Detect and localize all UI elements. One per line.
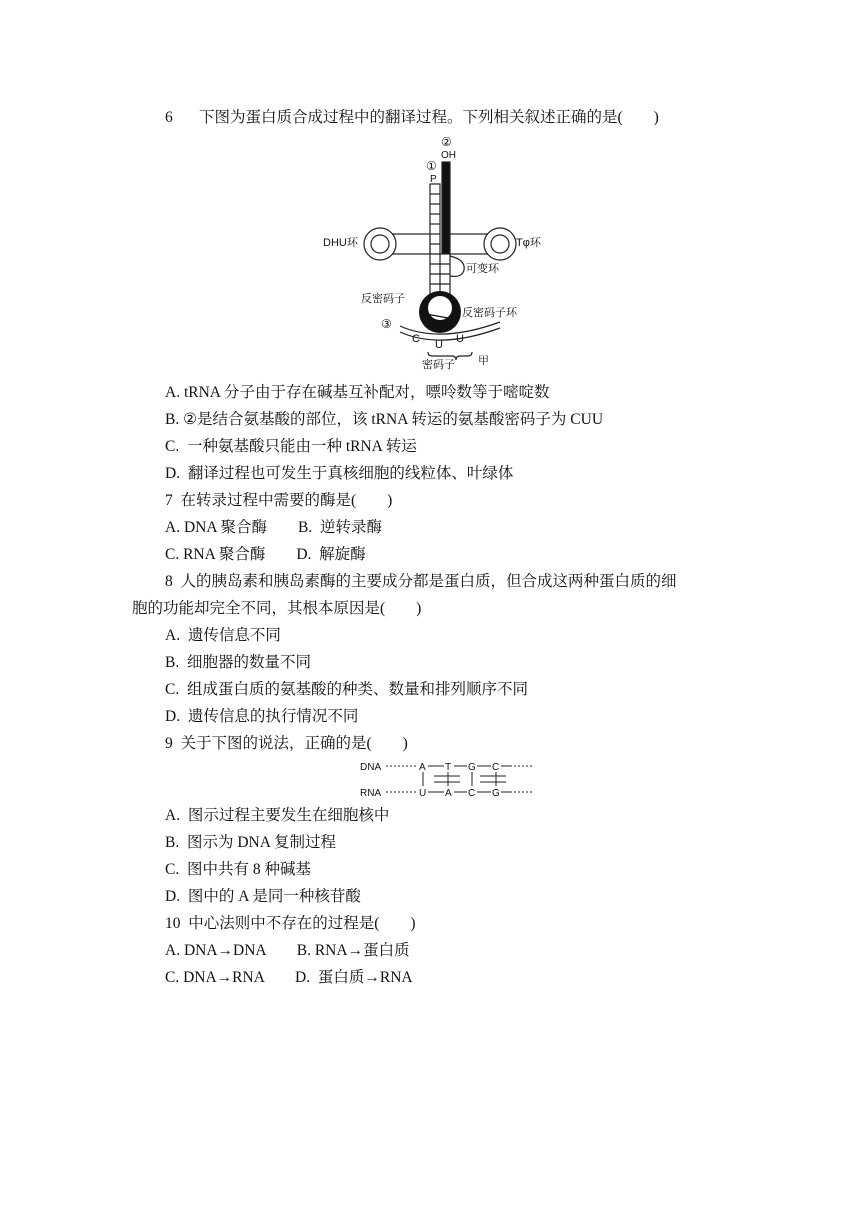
base-c: C: [412, 333, 420, 345]
q10-stem: 10 中心法则中不存在的过程是( ): [165, 915, 416, 932]
anticodon-loop: [419, 291, 461, 333]
label-3: ③: [381, 317, 392, 331]
trna-cloverleaf-figure: [320, 134, 560, 374]
q6-option-a: A. tRNA 分子由于存在碱基互补配对，嘌呤数等于嘧啶数: [165, 384, 550, 401]
base-u1: U: [435, 339, 443, 351]
q8-stem-line2: 胞的功能却完全不同，其根本原因是( ): [132, 600, 422, 617]
rna-label: RNA: [360, 788, 382, 799]
dna-base-c: C: [492, 762, 500, 773]
q9-option-d: D. 图中的 A 是同一种核苷酸: [165, 888, 361, 905]
q7-options-cd: C. RNA 聚合酶 D. 解旋酶: [165, 546, 366, 563]
anticodon-stem: [430, 254, 450, 294]
dna-label: DNA: [360, 762, 382, 773]
q6-number: 6: [165, 109, 173, 126]
q10-options-cd: C. DNA→RNA D. 蛋白质→RNA: [165, 969, 413, 986]
q9-option-b: B. 图示为 DNA 复制过程: [165, 834, 336, 851]
label-jia: 甲: [478, 355, 489, 367]
q8-option-a: A. 遗传信息不同: [165, 627, 281, 644]
q7-stem: 7 在转录过程中需要的酶是( ): [165, 492, 393, 509]
q6-option-b: B. ②是结合氨基酸的部位，该 tRNA 转运的氨基酸密码子为 CUU: [165, 411, 604, 428]
label-variable-loop: 可变环: [466, 263, 499, 275]
label-oh: OH: [441, 150, 456, 161]
dna-base-a: A: [419, 762, 426, 773]
label-codon: 密码子: [422, 359, 455, 371]
rna-base-a: A: [445, 788, 452, 799]
tpsi-arm: [450, 228, 516, 260]
variable-loop: [450, 256, 464, 276]
q10-options-ab: A. DNA→DNA B. RNA→蛋白质: [165, 942, 410, 959]
dna-base-t: T: [445, 762, 452, 773]
q8-option-c: C. 组成蛋白质的氨基酸的种类、数量和排列顺序不同: [165, 681, 528, 698]
q8-option-b: B. 细胞器的数量不同: [165, 654, 311, 671]
q8-option-d: D. 遗传信息的执行情况不同: [165, 708, 359, 725]
q9-stem: 9 关于下图的说法，正确的是( ): [165, 735, 408, 752]
q9-option-a: A. 图示过程主要发生在细胞核中: [165, 807, 390, 824]
rna-base-g: G: [492, 788, 500, 799]
q6-option-d: D. 翻译过程也可发生于真核细胞的线粒体、叶绿体: [165, 465, 514, 482]
q7-options-ab: A. DNA 聚合酶 B. 逆转录酶: [165, 519, 383, 536]
rna-base-c: C: [468, 788, 476, 799]
label-anticodon: 反密码子: [361, 293, 405, 305]
base-u2: U: [456, 333, 464, 345]
label-p: P: [430, 174, 437, 185]
label-dhu: DHU环: [323, 237, 358, 249]
q6-option-c: C. 一种氨基酸只能由一种 tRNA 转运: [165, 438, 417, 455]
q9-option-c: C. 图中共有 8 种碱基: [165, 861, 311, 878]
backbones: [386, 766, 532, 792]
rna-base-u: U: [419, 788, 427, 799]
dna-base-g: G: [468, 762, 476, 773]
q6-stem: 下图为蛋白质合成过程中的翻译过程。下列相关叙述正确的是( ): [199, 109, 659, 126]
q8-stem-line1: 8 人的胰岛素和胰岛素酶的主要成分都是蛋白质，但合成这两种蛋白质的细: [165, 573, 677, 590]
label-anticodon-loop: 反密码子环: [462, 307, 517, 319]
dhu-arm: [364, 228, 430, 260]
label-tpsi: Tφ环: [516, 237, 541, 249]
dna-rna-pairing-figure: [360, 756, 540, 802]
label-1: ①: [426, 159, 437, 173]
label-2: ②: [441, 135, 452, 149]
